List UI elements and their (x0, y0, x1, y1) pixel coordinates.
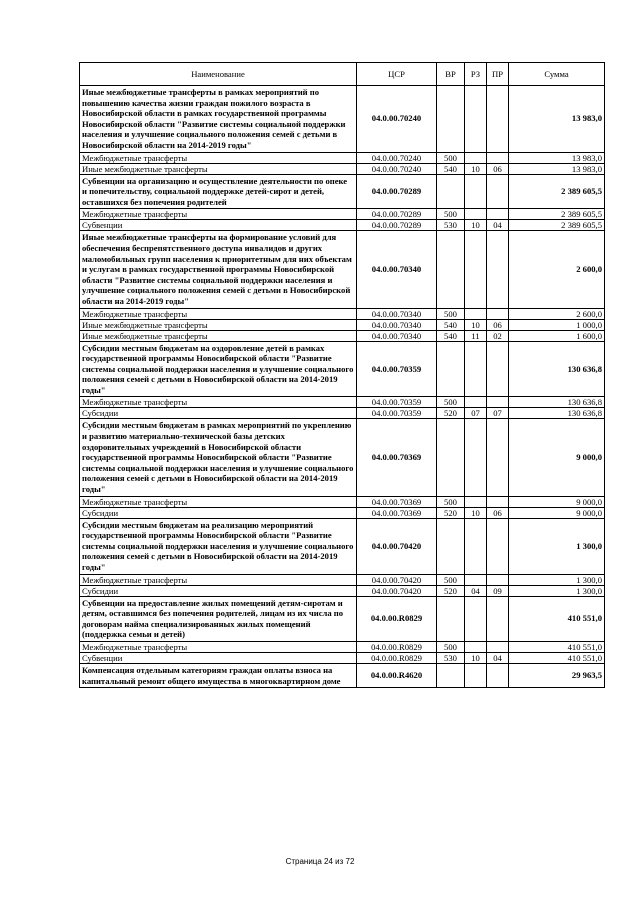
cell-sum: 130 636,8 (509, 341, 605, 397)
cell-name: Субсидии местным бюджетам в рамках мероприятий по укреплению и развитию материально-технической базы детских оздоровительных учреждений в Новосибирской области государственной программы Новосибирской области "Развитие системы социальной поддержки населения и улучшение социального положения семей с детьми в Новосибирской области на 2014-2019 годы" (80, 419, 357, 496)
cell-vr (437, 86, 465, 153)
cell-vr: 500 (437, 152, 465, 163)
cell-csr: 04.0.00.70289 (357, 209, 437, 220)
cell-csr: 04.0.00.70369 (357, 496, 437, 507)
cell-pr (487, 496, 509, 507)
cell-rz (465, 397, 487, 408)
cell-name: Межбюджетные трансферты (80, 496, 357, 507)
cell-pr (487, 574, 509, 585)
cell-pr: 06 (487, 319, 509, 330)
table-row (80, 641, 605, 652)
table-row (80, 596, 605, 641)
cell-sum: 2 389 605,5 (509, 174, 605, 209)
cell-pr (487, 308, 509, 319)
cell-vr: 500 (437, 308, 465, 319)
table-row (80, 518, 605, 574)
cell-pr (487, 419, 509, 496)
cell-sum: 410 551,0 (509, 641, 605, 652)
cell-vr: 520 (437, 585, 465, 596)
cell-rz (465, 86, 487, 153)
cell-sum: 29 963,5 (509, 663, 605, 687)
cell-name: Субсидии (80, 585, 357, 596)
cell-csr: 04.0.00.70369 (357, 507, 437, 518)
cell-sum: 9 000,0 (509, 419, 605, 496)
table-row (80, 507, 605, 518)
cell-sum: 1 300,0 (509, 574, 605, 585)
cell-sum: 130 636,8 (509, 397, 605, 408)
cell-sum: 130 636,8 (509, 408, 605, 419)
cell-csr: 04.0.00.70340 (357, 330, 437, 341)
budget-table (79, 62, 605, 688)
cell-rz (465, 596, 487, 641)
table-row (80, 174, 605, 209)
header-csr: ЦСР (357, 63, 437, 86)
cell-rz (465, 308, 487, 319)
cell-name: Иные межбюджетные трансферты в рамках мероприятий по повышению качества жизни граждан пожилого возраста в Новосибирской области в рамках государственной программы Новосибирской области "Развитие системы социальной поддержки населения и улучшение социального положения семей с детьми в Новосибирской области на 2014-2019 годы" (80, 86, 357, 153)
cell-pr: 06 (487, 163, 509, 174)
header-sum: Сумма (509, 63, 605, 86)
cell-pr (487, 231, 509, 308)
cell-sum: 13 983,0 (509, 86, 605, 153)
table-row (80, 496, 605, 507)
table-row (80, 663, 605, 687)
header-name: Наименование (80, 63, 357, 86)
cell-sum: 1 300,0 (509, 518, 605, 574)
cell-rz: 10 (465, 220, 487, 231)
cell-sum: 2 389 605,5 (509, 209, 605, 220)
cell-sum: 9 000,0 (509, 507, 605, 518)
table-body (80, 86, 605, 688)
cell-sum: 13 983,0 (509, 163, 605, 174)
cell-sum: 1 300,0 (509, 585, 605, 596)
table-row (80, 397, 605, 408)
cell-pr (487, 209, 509, 220)
cell-rz: 11 (465, 330, 487, 341)
cell-vr: 530 (437, 652, 465, 663)
cell-csr: 04.0.00.R0829 (357, 652, 437, 663)
cell-sum: 1 600,0 (509, 330, 605, 341)
page-number: Страница 24 из 72 (285, 857, 355, 866)
cell-csr: 04.0.00.70420 (357, 574, 437, 585)
cell-vr (437, 596, 465, 641)
cell-sum: 1 000,0 (509, 319, 605, 330)
cell-vr: 500 (437, 397, 465, 408)
cell-rz (465, 174, 487, 209)
cell-name: Компенсация отдельным категориям граждан оплаты взноса на капитальный ремонт общего имущества в многоквартирном доме (80, 663, 357, 687)
cell-name: Межбюджетные трансферты (80, 308, 357, 319)
table-row (80, 163, 605, 174)
cell-name: Межбюджетные трансферты (80, 209, 357, 220)
cell-csr: 04.0.00.70240 (357, 163, 437, 174)
table-header (80, 63, 605, 86)
cell-rz: 10 (465, 163, 487, 174)
table-row (80, 308, 605, 319)
cell-name: Межбюджетные трансферты (80, 641, 357, 652)
cell-rz: 07 (465, 408, 487, 419)
table-row (80, 419, 605, 496)
table-row (80, 152, 605, 163)
cell-name: Субсидии (80, 408, 357, 419)
cell-vr: 500 (437, 574, 465, 585)
cell-vr: 520 (437, 507, 465, 518)
cell-pr: 06 (487, 507, 509, 518)
cell-name: Иные межбюджетные трансферты (80, 163, 357, 174)
cell-vr (437, 419, 465, 496)
cell-rz (465, 496, 487, 507)
table-row (80, 86, 605, 153)
cell-vr: 540 (437, 163, 465, 174)
cell-vr: 500 (437, 641, 465, 652)
cell-vr: 540 (437, 319, 465, 330)
table-row (80, 209, 605, 220)
cell-rz: 10 (465, 319, 487, 330)
header-row (80, 63, 605, 86)
cell-rz (465, 574, 487, 585)
cell-rz (465, 663, 487, 687)
cell-csr: 04.0.00.70369 (357, 419, 437, 496)
table-row (80, 652, 605, 663)
cell-name: Субсидии местным бюджетам на оздоровление детей в рамках государственной программы Новосибирской области "Развитие системы социальной поддержки населения и улучшение социального положения семей с детьми в Новосибирской области на 2014-2019 годы" (80, 341, 357, 397)
header-vr: ВР (437, 63, 465, 86)
cell-csr: 04.0.00.R4620 (357, 663, 437, 687)
table-row (80, 330, 605, 341)
cell-csr: 04.0.00.R0829 (357, 641, 437, 652)
cell-rz: 10 (465, 507, 487, 518)
cell-csr: 04.0.00.70359 (357, 397, 437, 408)
cell-csr: 04.0.00.R0829 (357, 596, 437, 641)
cell-sum: 2 600,0 (509, 231, 605, 308)
cell-pr: 02 (487, 330, 509, 341)
cell-pr (487, 341, 509, 397)
cell-pr (487, 663, 509, 687)
cell-pr (487, 596, 509, 641)
cell-name: Субсидии местным бюджетам на реализацию мероприятий государственной программы Новосибирской области "Развитие системы социальной поддержки населения и улучшение социального положения семей с детьми в Новосибирской области на 2014-2019 годы" (80, 518, 357, 574)
cell-csr: 04.0.00.70340 (357, 308, 437, 319)
cell-csr: 04.0.00.70289 (357, 174, 437, 209)
cell-rz (465, 419, 487, 496)
cell-name: Межбюджетные трансферты (80, 152, 357, 163)
cell-rz (465, 209, 487, 220)
cell-sum: 13 983,0 (509, 152, 605, 163)
cell-pr (487, 152, 509, 163)
cell-rz (465, 641, 487, 652)
cell-pr (487, 86, 509, 153)
cell-pr (487, 641, 509, 652)
cell-name: Межбюджетные трансферты (80, 397, 357, 408)
cell-csr: 04.0.00.70420 (357, 518, 437, 574)
cell-rz: 04 (465, 585, 487, 596)
cell-csr: 04.0.00.70359 (357, 341, 437, 397)
cell-csr: 04.0.00.70359 (357, 408, 437, 419)
cell-name: Иные межбюджетные трансферты (80, 319, 357, 330)
cell-pr: 09 (487, 585, 509, 596)
table-row (80, 341, 605, 397)
header-rz: РЗ (465, 63, 487, 86)
cell-csr: 04.0.00.70289 (357, 220, 437, 231)
cell-vr: 540 (437, 330, 465, 341)
cell-rz (465, 518, 487, 574)
cell-vr (437, 174, 465, 209)
table-row (80, 574, 605, 585)
table-row (80, 319, 605, 330)
cell-name: Иные межбюджетные трансферты (80, 330, 357, 341)
cell-vr: 500 (437, 209, 465, 220)
cell-vr (437, 663, 465, 687)
cell-name: Субвенции на организацию и осуществление деятельности по опеке и попечительству, социальной поддержке детей-сирот и детей, оставшихся без попечения родителей (80, 174, 357, 209)
cell-csr: 04.0.00.70340 (357, 231, 437, 308)
cell-csr: 04.0.00.70240 (357, 152, 437, 163)
cell-name: Иные межбюджетные трансферты на формирование условий для обеспечения беспрепятственного доступа инвалидов и других маломобильных групп населения к приоритетным для них объектам и услугам в рамках государственной программы Новосибирской области "Развитие системы социальной поддержки населения и улучшение социального положения семей с детьми в Новосибирской области на 2014-2019 годы" (80, 231, 357, 308)
table-row (80, 220, 605, 231)
cell-csr: 04.0.00.70240 (357, 86, 437, 153)
cell-pr: 04 (487, 652, 509, 663)
cell-vr (437, 341, 465, 397)
cell-name: Субсидии (80, 507, 357, 518)
header-pr: ПР (487, 63, 509, 86)
cell-name: Субвенции на предоставление жилых помещений детям-сиротам и детям, оставшимся без попечения родителей, лицам из их числа по договорам найма специализированных жилых помещений (поддержка семьи и детей) (80, 596, 357, 641)
cell-name: Субвенции (80, 220, 357, 231)
cell-sum: 2 600,0 (509, 308, 605, 319)
cell-csr: 04.0.00.70420 (357, 585, 437, 596)
cell-rz (465, 152, 487, 163)
cell-pr (487, 518, 509, 574)
cell-rz: 10 (465, 652, 487, 663)
cell-sum: 410 551,0 (509, 596, 605, 641)
cell-vr: 520 (437, 408, 465, 419)
cell-pr (487, 174, 509, 209)
cell-pr: 04 (487, 220, 509, 231)
table-row (80, 231, 605, 308)
cell-vr: 530 (437, 220, 465, 231)
cell-name: Субвенции (80, 652, 357, 663)
cell-rz (465, 341, 487, 397)
table-row (80, 408, 605, 419)
cell-sum: 9 000,0 (509, 496, 605, 507)
cell-vr (437, 231, 465, 308)
cell-sum: 410 551,0 (509, 652, 605, 663)
cell-pr (487, 397, 509, 408)
cell-pr: 07 (487, 408, 509, 419)
cell-vr: 500 (437, 496, 465, 507)
cell-csr: 04.0.00.70340 (357, 319, 437, 330)
cell-rz (465, 231, 487, 308)
cell-vr (437, 518, 465, 574)
cell-name: Межбюджетные трансферты (80, 574, 357, 585)
table-row (80, 585, 605, 596)
cell-sum: 2 389 605,5 (509, 220, 605, 231)
